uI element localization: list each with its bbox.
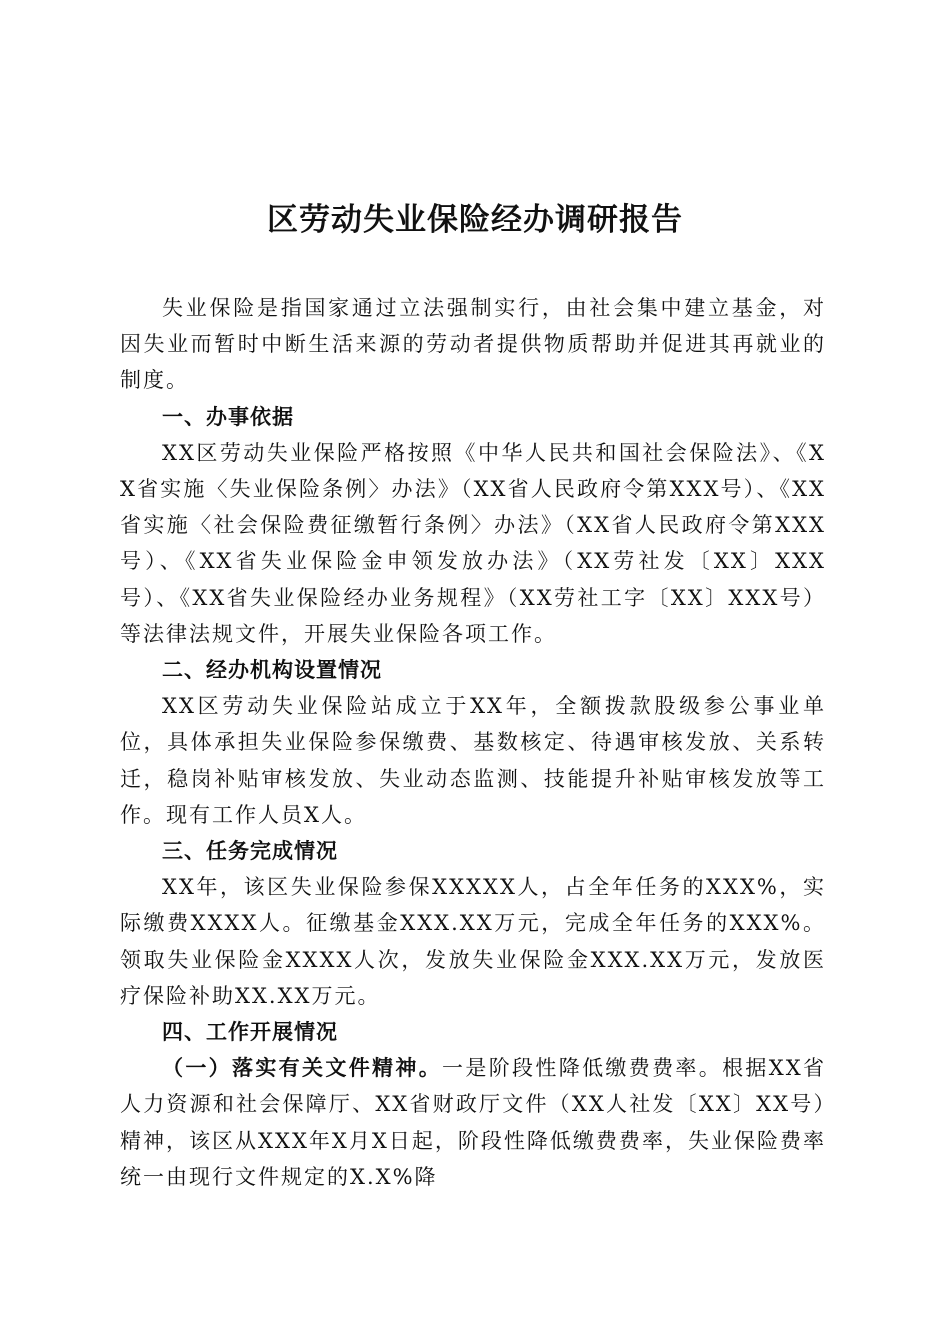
document-title: 区劳动失业保险经办调研报告 (267, 202, 683, 238)
section-paragraph-work-text: 一是阶段性降低缴费费率。根据XX省人力资源和社会保障厅、XX省财政厅文件（XX人社发〔XX〕XX号）精神，该区从XXX年X月X日起，阶段性降低缴费费率，失业保险费率统一由现行文件规定的X.X%降 (120, 1056, 826, 1189)
section-heading-basis: 一、办事依据 (162, 403, 294, 429)
section-paragraph-work (120, 1050, 826, 1195)
sub-heading-implement-documents: （一）落实有关文件精神。 (162, 1055, 443, 1081)
intro-paragraph: 失业保险是指国家通过立法强制实行，由社会集中建立基金，对因失业而暂时中断生活来源的劳动者提供物质帮助并促进其再就业的制度。 (120, 296, 826, 393)
section-paragraph-basis: XX区劳动失业保险严格按照《中华人民共和国社会保险法》、《XX省实施〈失业保险条例〉办法》（XX省人民政府令第XXX号）、《XX省实施〈社会保险费征缴暂行条例〉办法》（XX省人民政府令第XXX号）、《XX省失业保险金申领发放办法》（XX劳社发〔XX〕XXX号）、《XX省失业保险经办业务规程》（XX劳社工字〔XX〕XXX号）等法律法规文件，开展失业保险各项工作。 (120, 440, 826, 646)
section-heading-organization: 二、经办机构设置情况 (162, 657, 382, 683)
section-heading-tasks: 三、任务完成情况 (162, 838, 338, 864)
section-paragraph-tasks: XX年，该区失业保险参保XXXXX人，占全年任务的XXX%，实际缴费XXXX人。征缴基金XXX.XX万元，完成全年任务的XXX%。领取失业保险金XXXX人次，发放失业保险金XXX.XX万元，发放医疗保险补助XX.XX万元。 (120, 875, 826, 1008)
section-paragraph-organization: XX区劳动失业保险站成立于XX年，全额拨款股级参公事业单位，具体承担失业保险参保缴费、基数核定、待遇审核发放、关系转迁，稳岗补贴审核发放、失业动态监测、技能提升补贴审核发放等工作。现有工作人员X人。 (120, 694, 826, 827)
document-body (120, 290, 826, 1195)
section-heading-work: 四、工作开展情况 (162, 1019, 338, 1045)
